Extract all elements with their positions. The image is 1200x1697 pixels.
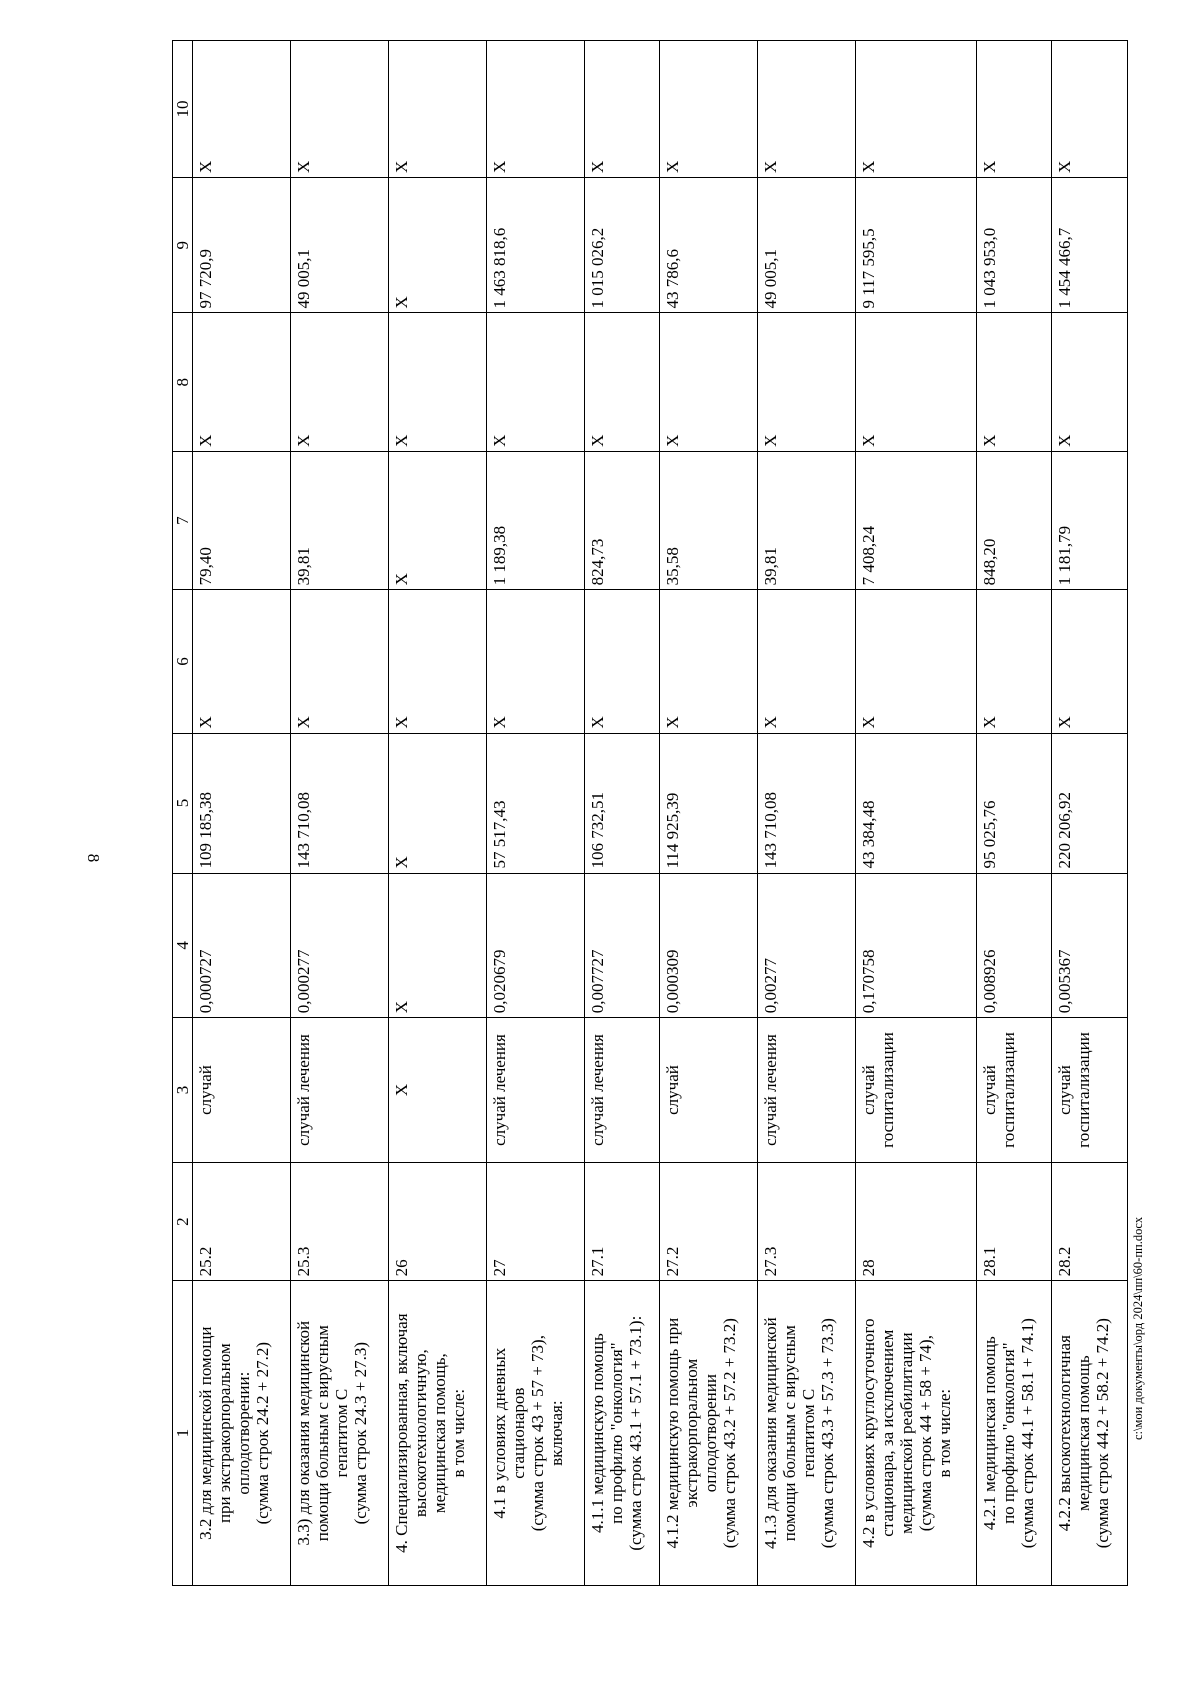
table-cell: 1 463 818,6 [486, 178, 584, 313]
table-cell: 27.3 [758, 1162, 856, 1280]
row-name-line: (сумма строк 43 + 57 + 73), [527, 1335, 547, 1532]
row-name-line: (сумма строк 43.3 + 57.3 + 73.3) [818, 1318, 838, 1549]
table-cell: X [856, 41, 976, 178]
table-row [388, 41, 486, 1586]
table-cell: 1 189,38 [486, 451, 584, 589]
table-row [976, 41, 1052, 1586]
table-cell: X [976, 590, 1052, 733]
row-name-line: (сумма строк 24.2 + 27.2) [253, 1341, 272, 1525]
column-header: 8 [173, 313, 193, 451]
table-cell: 39,81 [758, 451, 856, 589]
row-name-line: 4.2 в условиях круглосуточного [859, 1318, 879, 1548]
row-name-line: экстракорпоральном [682, 1358, 702, 1508]
row-name-line: (сумма строк 44.1 + 58.1 + 74.1) [1017, 1318, 1037, 1549]
table-row [290, 41, 388, 1586]
column-header: 10 [173, 41, 193, 178]
table-cell: случай [660, 1018, 758, 1163]
table-cell: 0,000309 [660, 873, 758, 1018]
table-cell: 28 [856, 1162, 976, 1280]
table-cell: X [976, 41, 1052, 178]
table-cell: 97 720,9 [193, 178, 291, 313]
table-cell: случай лечения [290, 1018, 388, 1163]
table-cell: 114 925,39 [660, 733, 758, 873]
table-row [486, 41, 584, 1586]
table-row [1052, 41, 1128, 1586]
table-cell: X [388, 873, 486, 1018]
row-name-line: стационара, за исключением [878, 1329, 898, 1537]
table-cell: X [290, 313, 388, 451]
table-cell: случай госпитализации [976, 1018, 1052, 1163]
row-name-cell [660, 1281, 758, 1586]
row-name-line: 4. Специализированная, включая [391, 1313, 411, 1553]
row-name-line: 4.1 в условиях дневных [489, 1347, 509, 1519]
table-cell: 9 117 595,5 [856, 178, 976, 313]
table-cell: случай лечения [758, 1018, 856, 1163]
table-cell: X [1052, 41, 1128, 178]
column-header: 5 [173, 733, 193, 873]
table-cell: 95 025,76 [976, 733, 1052, 873]
table-cell: X [758, 313, 856, 451]
table-cell: 7 408,24 [856, 451, 976, 589]
table-cell: 28.2 [1052, 1162, 1128, 1280]
table-cell: 109 185,38 [193, 733, 291, 873]
table-cell: X [388, 313, 486, 451]
table-cell: X [486, 313, 584, 451]
table-cell: X [1052, 313, 1128, 451]
column-header: 2 [173, 1162, 193, 1280]
table-row [758, 41, 856, 1586]
row-name-line: (сумма строк 43.2 + 57.2 + 73.2) [720, 1318, 740, 1549]
column-header: 7 [173, 451, 193, 589]
page-number: 8 [84, 853, 103, 863]
table-cell: случай [193, 1018, 291, 1163]
table-cell: 143 710,08 [758, 733, 856, 873]
column-header: 4 [173, 873, 193, 1018]
row-name-cell [486, 1281, 584, 1586]
row-name-line: по профилю "онкология" [998, 1342, 1018, 1524]
row-name-line: медицинская помощь [1074, 1355, 1094, 1511]
table-cell: X [660, 590, 758, 733]
row-name-line: помощи больным с вирусным [780, 1325, 800, 1542]
table-cell: 143 710,08 [290, 733, 388, 873]
table-cell: 27.2 [660, 1162, 758, 1280]
table-cell: 35,58 [660, 451, 758, 589]
row-name-line: 4.1.3 для оказания медицинской [761, 1317, 781, 1549]
table-cell: 1 181,79 [1052, 451, 1128, 589]
row-name-cell [1052, 1281, 1128, 1586]
table-cell: X [486, 41, 584, 178]
table-cell: X [758, 41, 856, 178]
table-cell: 0,000277 [290, 873, 388, 1018]
row-name-line: (сумма строк 44 + 58 + 74), [916, 1335, 936, 1532]
row-name-line: 4.1.2 медицинскую помощь при [663, 1317, 683, 1549]
row-name-line: 4.2.1 медицинская помощь [979, 1336, 999, 1531]
row-name-cell [758, 1281, 856, 1586]
row-name-line: включая: [546, 1400, 566, 1466]
table-row [193, 41, 291, 1586]
row-name-line: 3.3) для оказания медицинской [293, 1320, 313, 1546]
table-cell: 57 517,43 [486, 733, 584, 873]
row-name-line: 3.2 для медицинской помощи [196, 1326, 215, 1540]
table-cell: 0,170758 [856, 873, 976, 1018]
table-cell: X [388, 41, 486, 178]
table-cell: X [1052, 590, 1128, 733]
table-row [856, 41, 976, 1586]
row-name-line: (сумма строк 44.2 + 58.2 + 74.2) [1093, 1318, 1113, 1549]
column-header: 9 [173, 178, 193, 313]
table-cell: X [486, 590, 584, 733]
row-name-cell [193, 1281, 291, 1586]
table-cell: X [584, 41, 660, 178]
table-cell: 43 786,6 [660, 178, 758, 313]
column-header: 6 [173, 590, 193, 733]
table-cell: X [660, 41, 758, 178]
table-cell: 0,000727 [193, 873, 291, 1018]
table-cell: 43 384,48 [856, 733, 976, 873]
table-cell: 1 043 953,0 [976, 178, 1052, 313]
table-cell: 848,20 [976, 451, 1052, 589]
table-cell: 25.3 [290, 1162, 388, 1280]
row-name-line: оплодотворении: [234, 1371, 253, 1495]
table-cell: 28.1 [976, 1162, 1052, 1280]
table-cell: X [193, 313, 291, 451]
row-name-cell [584, 1281, 660, 1586]
table-cell: 39,81 [290, 451, 388, 589]
table-cell: 0,007727 [584, 873, 660, 1018]
table-cell: 26 [388, 1162, 486, 1280]
table-cell: 0,020679 [486, 873, 584, 1018]
table-cell: X [388, 451, 486, 589]
table-cell: 49 005,1 [290, 178, 388, 313]
table-cell: 0,008926 [976, 873, 1052, 1018]
table-cell: 0,00277 [758, 873, 856, 1018]
table-cell: 79,40 [193, 451, 291, 589]
table-cell: X [388, 178, 486, 313]
table-cell: случай госпитализации [1052, 1018, 1128, 1163]
row-name-line: стационаров [508, 1387, 528, 1479]
column-header: 1 [173, 1281, 193, 1586]
row-name-cell [976, 1281, 1052, 1586]
row-name-line: гепатитом С [331, 1388, 351, 1478]
table-cell: X [976, 313, 1052, 451]
row-name-line: медицинской реабилитации [897, 1332, 917, 1534]
table-cell: случай лечения [486, 1018, 584, 1163]
table-cell: 1 015 026,2 [584, 178, 660, 313]
row-name-line: (сумма строк 24.3 + 27.3) [350, 1341, 370, 1525]
table-cell: случай госпитализации [856, 1018, 976, 1163]
header-row [173, 41, 193, 1586]
row-name-line: помощи больным с вирусным [312, 1325, 332, 1542]
row-name-line: 4.1.1 медицинскую помощь [587, 1333, 607, 1534]
table-cell: 824,73 [584, 451, 660, 589]
table-cell: X [193, 590, 291, 733]
table-cell: 27 [486, 1162, 584, 1280]
table-cell: 25.2 [193, 1162, 291, 1280]
table-cell: 106 732,51 [584, 733, 660, 873]
data-table [172, 40, 1128, 1586]
row-name-cell [388, 1281, 486, 1586]
table-cell: 1 454 466,7 [1052, 178, 1128, 313]
row-name-line: медицинская помощь, [429, 1353, 449, 1514]
table-row [584, 41, 660, 1586]
table-container [172, 40, 1128, 1586]
row-name-line: (сумма строк 43.1 + 57.1 + 73.1): [625, 1315, 645, 1551]
row-name-line: высокотехнологичную, [410, 1349, 430, 1518]
table-cell: X [856, 313, 976, 451]
table-cell: X [660, 313, 758, 451]
table-cell: X [388, 590, 486, 733]
table-cell: X [388, 1018, 486, 1163]
column-header: 3 [173, 1018, 193, 1163]
table-cell: 220 206,92 [1052, 733, 1128, 873]
table-cell: 49 005,1 [758, 178, 856, 313]
table-cell: X [290, 41, 388, 178]
table-cell: X [193, 41, 291, 178]
row-name-line: в том числе: [935, 1388, 955, 1478]
row-name-cell [856, 1281, 976, 1586]
row-name-line: гепатитом С [799, 1388, 819, 1478]
table-cell: X [856, 590, 976, 733]
row-name-line: в том числе: [448, 1388, 468, 1478]
row-name-line: оплодотворении [701, 1374, 721, 1493]
footer-file-path: c:\мои документы\орд 2024\пп\60-пп.docx [1131, 1216, 1145, 1440]
table-row [660, 41, 758, 1586]
row-name-line: 4.2.2 высокотехнологичная [1055, 1335, 1075, 1532]
table-cell: X [758, 590, 856, 733]
row-name-line: при экстракорпоральном [215, 1343, 234, 1524]
table-cell: 0,005367 [1052, 873, 1128, 1018]
row-name-line: по профилю "онкология" [606, 1342, 626, 1524]
table-cell: X [584, 313, 660, 451]
row-name-cell [290, 1281, 388, 1586]
table-cell: X [388, 733, 486, 873]
table-cell: X [290, 590, 388, 733]
table-cell: случай лечения [584, 1018, 660, 1163]
table-cell: 27.1 [584, 1162, 660, 1280]
table-cell: X [584, 590, 660, 733]
